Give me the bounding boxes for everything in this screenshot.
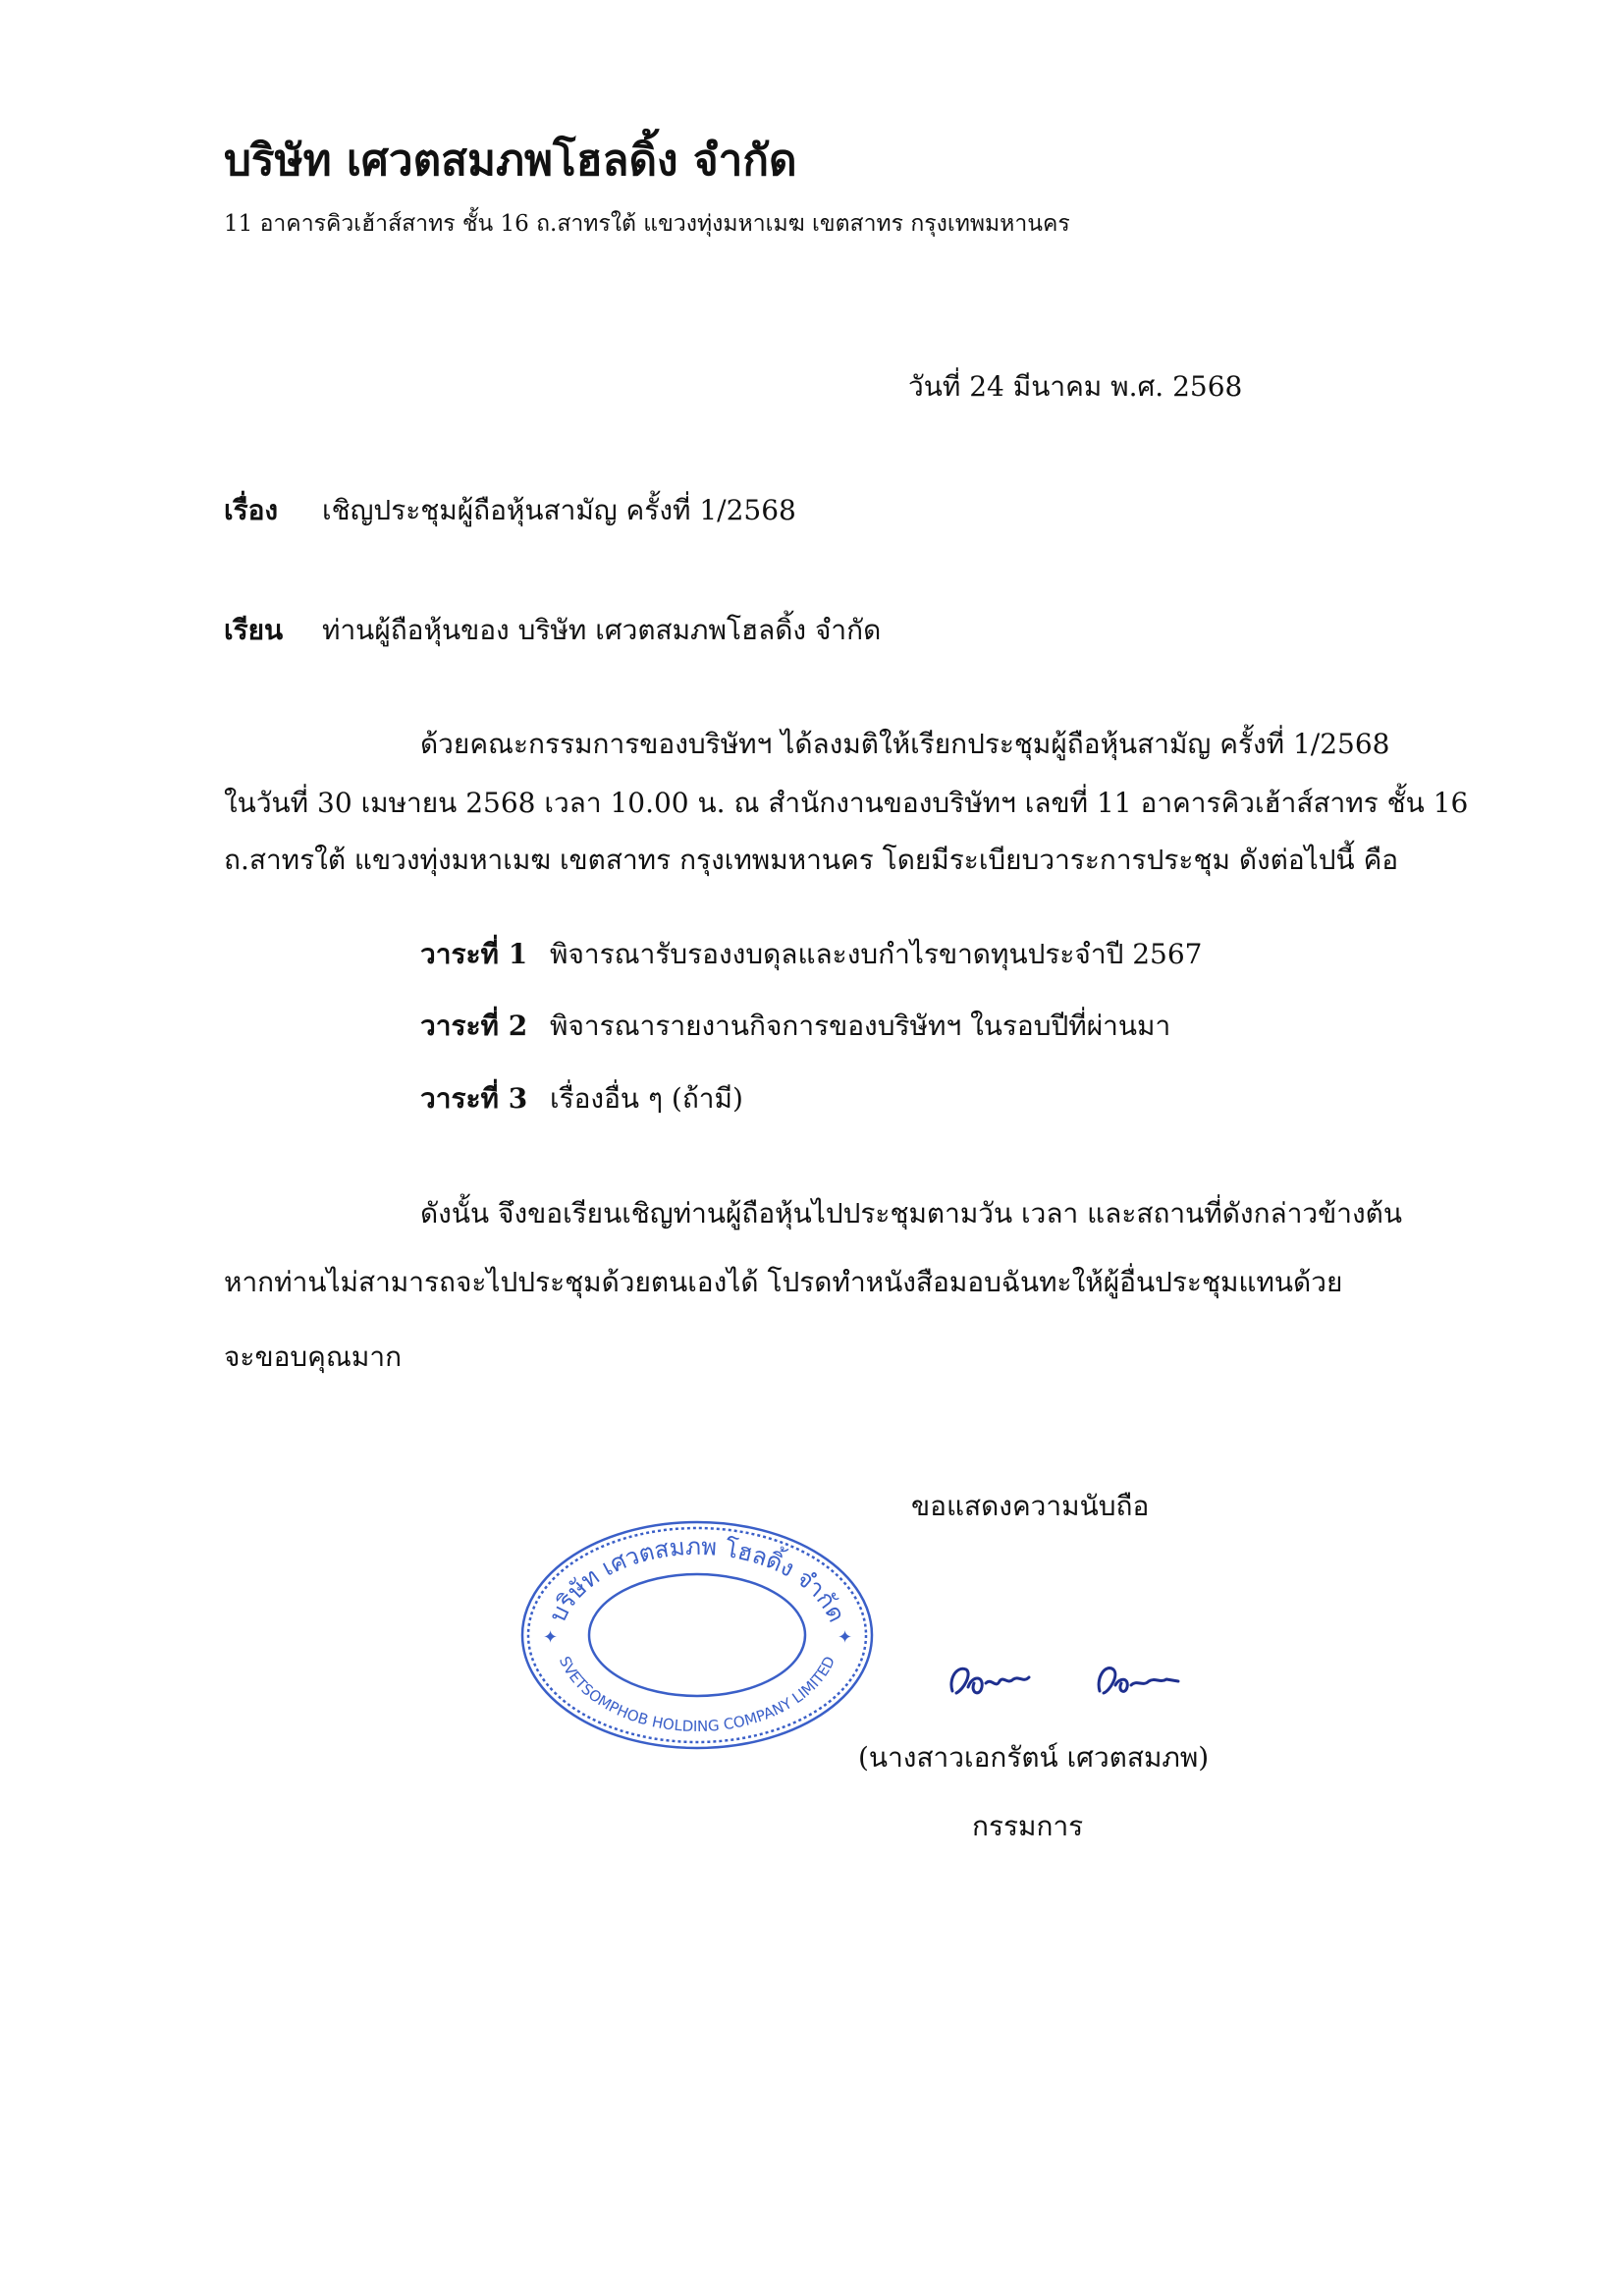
body-paragraph-1-line-1: ด้วยคณะกรรมการของบริษัทฯ ได้ลงมติให้เรียกประชุมผู้ถือหุ้นสามัญ ครั้งที่ 1/2568 [420, 728, 1390, 760]
body-paragraph-2-line-3: จะขอบคุณมาก [224, 1340, 403, 1373]
salutation-text: ท่านผู้ถือหุ้นของ บริษัท เศวตสมภพโฮลดิ้ง จำกัด [322, 614, 882, 646]
company-seal-stamp [515, 1517, 879, 1753]
body-paragraph-2-line-1: ดังนั้น จึงขอเรียนเชิญท่านผู้ถือหุ้นไปประชุมตามวัน เวลา และสถานที่ดังกล่าวข้างต้น [420, 1197, 1403, 1230]
subject-text: เชิญประชุมผู้ถือหุ้นสามัญ ครั้งที่ 1/2568 [322, 494, 796, 526]
letter-date: วันที่ 24 มีนาคม พ.ศ. 2568 [908, 370, 1243, 403]
agenda-item-1-text: พิจารณารับรองงบดุลและงบกำไรขาดทุนประจำปี 2567 [550, 938, 1203, 970]
body-paragraph-1-line-2: ในวันที่ 30 เมษายน 2568 เวลา 10.00 น. ณ สำนักงานของบริษัทฯ เลขที่ 11 อาคารคิวเฮ้าส์สาทร ชั้น 16 [224, 787, 1469, 819]
stamp-text-thai: บริษัท เศวตสมภพ โฮลดิ้ง จำกัด [543, 1532, 851, 1627]
agenda-item-2 [420, 1005, 1170, 1048]
agenda-item-3-label: วาระที่ 3 [420, 1082, 528, 1115]
handwritten-signature [943, 1650, 1198, 1709]
subject-label: เรื่อง [224, 494, 279, 526]
company-address: 11 อาคารคิวเฮ้าส์สาทร ชั้น 16 ถ.สาทรใต้ แขวงทุ่งมหาเมฆ เขตสาทร กรุงเทพมหานคร [224, 211, 1070, 237]
stamp-star-left: ✦ [543, 1627, 559, 1648]
closing-phrase: ขอแสดงความนับถือ [911, 1490, 1150, 1522]
signer-name: (นางสาวเอกรัตน์ เศวตสมภพ) [858, 1741, 1210, 1774]
body-paragraph-1-line-3: ถ.สาทรใต้ แขวงทุ่งมหาเมฆ เขตสาทร กรุงเทพมหานคร โดยมีระเบียบวาระการประชุม ดังต่อไปนี้ คือ [224, 844, 1399, 876]
agenda-item-2-label: วาระที่ 2 [420, 1010, 528, 1042]
salutation-label: เรียน [224, 614, 284, 646]
company-name: บริษัท เศวตสมภพโฮลดิ้ง จำกัด [224, 136, 797, 186]
salutation-line [224, 609, 881, 652]
agenda-item-2-text: พิจารณารายงานกิจการของบริษัทฯ ในรอบปีที่ผ่านมา [550, 1010, 1171, 1042]
stamp-star-right: ✦ [838, 1627, 853, 1648]
signer-position: กรรมการ [972, 1810, 1084, 1842]
agenda-item-1-label: วาระที่ 1 [420, 938, 528, 970]
agenda-item-1 [420, 933, 1203, 976]
agenda-item-3-text: เรื่องอื่น ๆ (ถ้ามี) [550, 1082, 743, 1115]
subject-line [224, 489, 796, 532]
stamp-text-english: SVETSOMPHOB HOLDING COMPANY LIMITED [555, 1653, 839, 1736]
body-paragraph-2-line-2: หากท่านไม่สามารถจะไปประชุมด้วยตนเองได้ โปรดทำหนังสือมอบฉันทะให้ผู้อื่นประชุมแทนด้วย [224, 1266, 1343, 1298]
agenda-item-3 [420, 1077, 743, 1121]
